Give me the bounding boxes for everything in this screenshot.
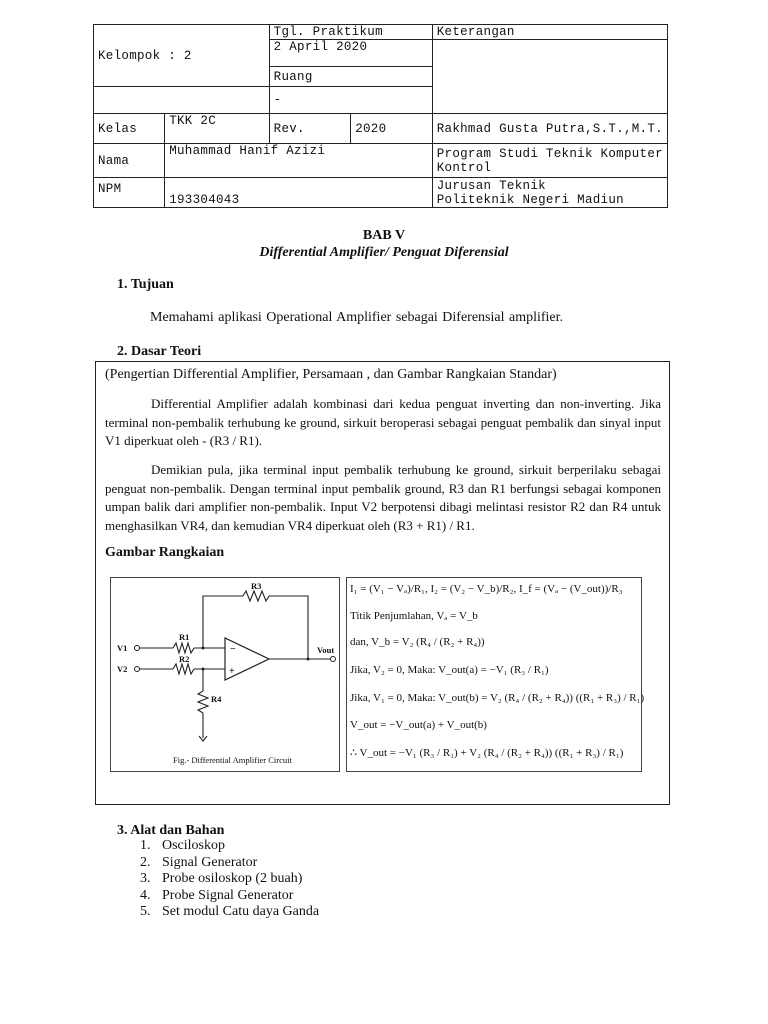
equation-vout-b: Jika, V₁ = 0, Maka: V_out(b) = V₂ (R₄ / (R₂ + R₄)) ((R₁ + R₃) / R₁) xyxy=(350,692,645,704)
tujuan-text: Memahami aplikasi Operational Amplifier sebagai Diferensial amplifier. xyxy=(150,310,564,325)
circuit-diagram xyxy=(110,577,340,772)
dasar-teori-subheading: (Pengertian Differential Amplifier, Persamaan , dan Gambar Rangkaian Standar) xyxy=(105,367,557,382)
v2-label: V2 xyxy=(117,664,128,674)
rev-value: 2020 xyxy=(351,114,433,144)
dasar-teori-box xyxy=(95,361,670,805)
equation-box xyxy=(346,577,645,772)
rev-label: Rev. xyxy=(269,114,351,144)
alat-list xyxy=(140,838,319,921)
keterangan-label: Keterangan xyxy=(432,25,667,40)
r4-label: R4 xyxy=(211,694,222,704)
ruang-label: Ruang xyxy=(269,67,432,87)
paragraph-1: Differential Amplifier adalah kombinasi dari kedua penguat inverting dan non-inverting. Jika terminal non-pembalik terhubung ke ground, sirkuit beroperasi sebagai penguat pembalik dan sinyal input V1 diperkuat oleh - (R3 / R1). xyxy=(105,396,661,448)
nama-value: Muhammad Hanif Azizi xyxy=(165,144,433,178)
list-item: 3. Probe osiloskop (2 buah) xyxy=(140,871,303,887)
circuit-caption: Fig.- Differential Amplifier Circuit xyxy=(173,755,292,765)
npm-value: 193304043 xyxy=(165,178,433,208)
differential-amplifier-schematic xyxy=(111,578,339,771)
r2-label: R2 xyxy=(179,654,190,664)
tujuan-heading: 1. Tujuan xyxy=(117,277,174,292)
gambar-rangkaian-heading: Gambar Rangkaian xyxy=(105,545,225,560)
chapter-title: BAB V xyxy=(362,228,406,243)
equation-currents: I₁ = (V₁ − Vₐ)/R₁, I₂ = (V₂ − V_b)/R₂, I_f = (Vₐ − (V_out))/R₃ xyxy=(350,583,623,595)
vout-label: Vout xyxy=(317,645,335,655)
list-item: 1. Osciloskop xyxy=(140,838,225,853)
equation-vout-final: ∴ V_out = −V₁ (R₃ / R₁) + V₂ (R₄ / (R₂ + R₄)) ((R₁ + R₃) / R₁) xyxy=(350,747,624,759)
equation-vb: dan, V_b = V₂ (R₄ / (R₂ + R₄)) xyxy=(350,636,485,648)
equation-vout-sum: V_out = −V_out(a) + V_out(b) xyxy=(350,719,487,731)
header-table xyxy=(93,24,668,208)
equation-summing-point: Titik Penjumlahan, Vₐ = V_b xyxy=(350,610,478,622)
minus-terminal: − xyxy=(230,644,236,655)
kelas-value: TKK 2C xyxy=(165,114,269,144)
kelompok-cell: Kelompok : 2 xyxy=(94,25,270,87)
plus-terminal: + xyxy=(229,666,235,677)
tgl-praktikum-value: 2 April 2020 xyxy=(269,40,432,67)
v1-label: V1 xyxy=(117,643,128,653)
alat-heading: 3. Alat dan Bahan xyxy=(117,823,225,838)
list-item: 4. Probe Signal Generator xyxy=(140,887,294,903)
keterangan-value xyxy=(432,40,667,114)
list-item: 2. Signal Generator xyxy=(140,854,258,870)
kelas-label: Kelas xyxy=(94,114,165,144)
jurusan-line-1: Jurusan Teknik xyxy=(436,178,546,193)
list-item: 5. Set modul Catu daya Ganda xyxy=(140,904,320,920)
equation-vout-a: Jika, V₂ = 0, Maka: V_out(a) = −V₁ (R₃ / R₁) xyxy=(350,664,549,676)
prodi-line-2: Kontrol xyxy=(436,160,492,175)
prodi-line-1: Program Studi Teknik Komputer xyxy=(436,146,663,161)
jurusan-cell xyxy=(432,178,667,208)
dasar-teori-heading: 2. Dasar Teori xyxy=(117,344,202,359)
nama-label: Nama xyxy=(94,144,165,178)
chapter-subtitle: Differential Amplifier/ Penguat Diferensial xyxy=(259,245,509,260)
tgl-praktikum-label: Tgl. Praktikum xyxy=(269,25,432,40)
prodi-cell xyxy=(432,144,667,178)
dosen-name: Rakhmad Gusta Putra,S.T.,M.T. xyxy=(432,114,667,144)
jurusan-line-2: Politeknik Negeri Madiun xyxy=(436,192,624,207)
r3-label: R3 xyxy=(251,581,262,591)
ruang-value: - xyxy=(269,87,432,114)
r1-label: R1 xyxy=(179,632,190,642)
paragraph-2: Demikian pula, jika terminal input pembalik terhubung ke ground, sirkuit berperilaku sebagai penguat non-pembalik. Dengan terminal input pembalik ground, R3 dan R1 berfungsi sebagai komponen umpan balik dari amplifier non-pembalik. Input V2 berpotensi dibagi melintasi resistor R2 dan R4 untuk menghasilkan VR4, dan kemudian VR4 diperkuat oleh (R3 + R1) / R1. xyxy=(105,462,661,533)
npm-label: NPM xyxy=(94,178,165,208)
